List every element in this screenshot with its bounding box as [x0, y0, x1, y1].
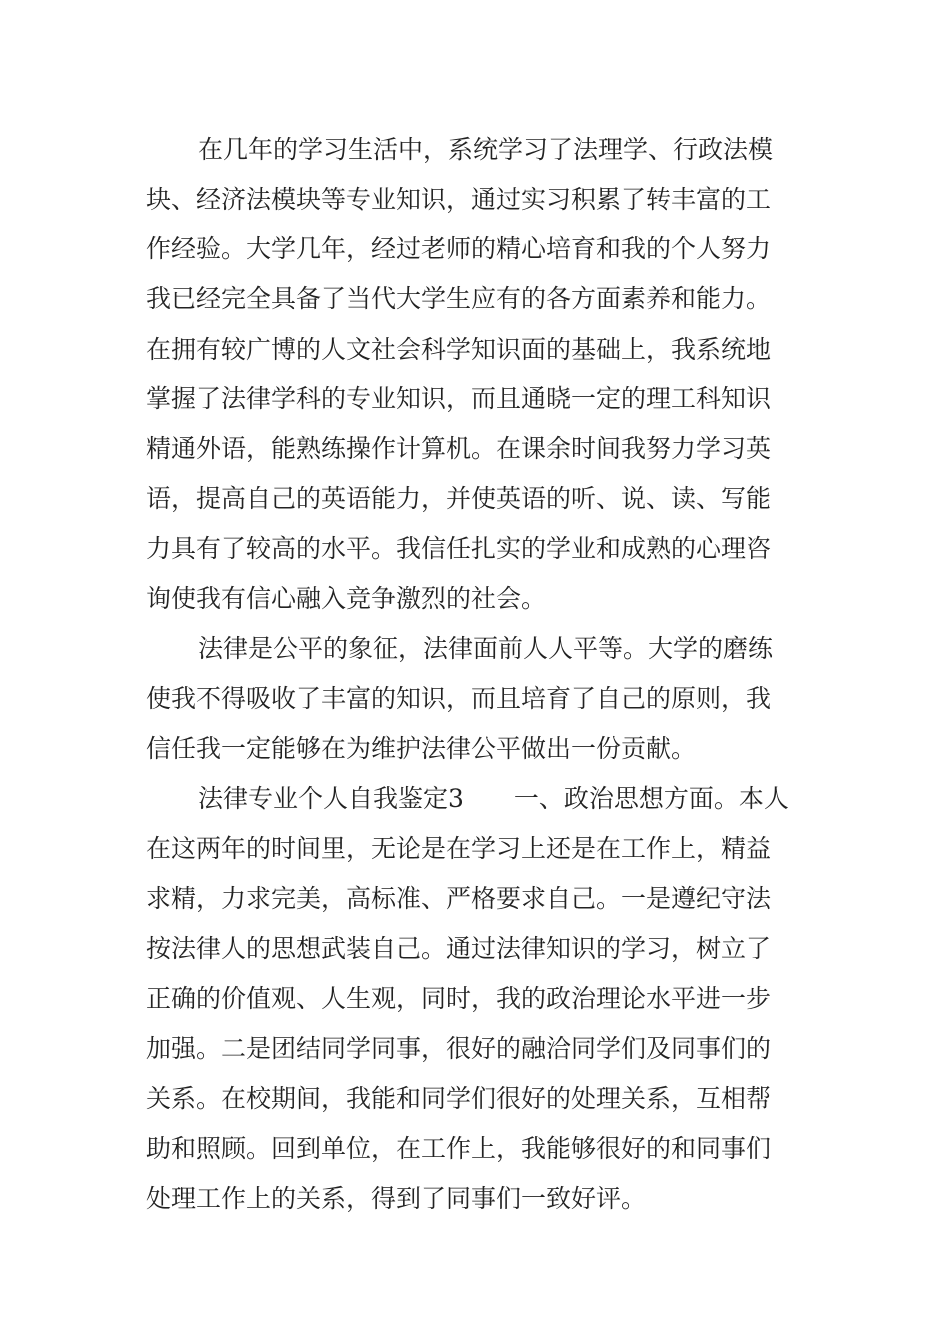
paragraph-3-line-5: 正确的价值观、人生观，同时，我的政治理论水平进一步 — [146, 984, 772, 1013]
paragraph-1-line-7: 精通外语，能熟练操作计算机。在课余时间我努力学习英 — [146, 434, 772, 463]
paragraph-1-line-1: 在几年的学习生活中，系统学习了法理学、行政法模 — [198, 135, 774, 164]
paragraph-2-line-1: 法律是公平的象征，法律面前人人平等。大学的磨练 — [198, 634, 774, 663]
paragraph-3-line-2: 在这两年的时间里，无论是在学习上还是在工作上，精益 — [146, 834, 772, 863]
paragraph-1-line-4: 我已经完全具备了当代大学生应有的各方面素养和能力。 — [146, 284, 772, 313]
paragraph-1-line-8: 语，提高自己的英语能力，并使英语的听、说、读、写能 — [146, 484, 772, 513]
paragraph-3-line-1: 法律专业个人自我鉴定3 一、政治思想方面。本人 — [198, 784, 789, 813]
paragraph-2-line-3: 信任我一定能够在为维护法律公平做出一份贡献。 — [146, 734, 697, 763]
paragraph-1-line-6: 掌握了法律学科的专业知识，而且通晓一定的理工科知识 — [146, 384, 772, 413]
paragraph-1-line-10: 询使我有信心融入竞争激烈的社会。 — [146, 584, 547, 613]
paragraph-1-line-9: 力具有了较高的水平。我信任扎实的学业和成熟的心理咨 — [146, 534, 772, 563]
paragraph-3-line-4: 按法律人的思想武装自己。通过法律知识的学习，树立了 — [146, 934, 772, 963]
paragraph-2-line-2: 使我不得吸收了丰富的知识，而且培育了自己的原则，我 — [146, 684, 772, 713]
paragraph-3-line-9: 处理工作上的关系，得到了同事们一致好评。 — [146, 1184, 647, 1213]
paragraph-1-line-2: 块、经济法模块等专业知识，通过实习积累了转丰富的工 — [146, 185, 772, 214]
paragraph-3-line-7: 关系。在校期间，我能和同学们很好的处理关系，互相帮 — [146, 1084, 772, 1113]
paragraph-1-line-3: 作经验。大学几年，经过老师的精心培育和我的个人努力 — [146, 234, 772, 263]
paragraph-1-line-5: 在拥有较广博的人文社会科学知识面的基础上，我系统地 — [146, 335, 772, 364]
paragraph-3-line-3: 求精，力求完美，高标准、严格要求自己。一是遵纪守法 — [146, 884, 772, 913]
paragraph-3-line-8: 助和照顾。回到单位，在工作上，我能够很好的和同事们 — [146, 1134, 772, 1163]
paragraph-3-line-6: 加强。二是团结同学同事，很好的融洽同学们及同事们的 — [146, 1034, 772, 1063]
